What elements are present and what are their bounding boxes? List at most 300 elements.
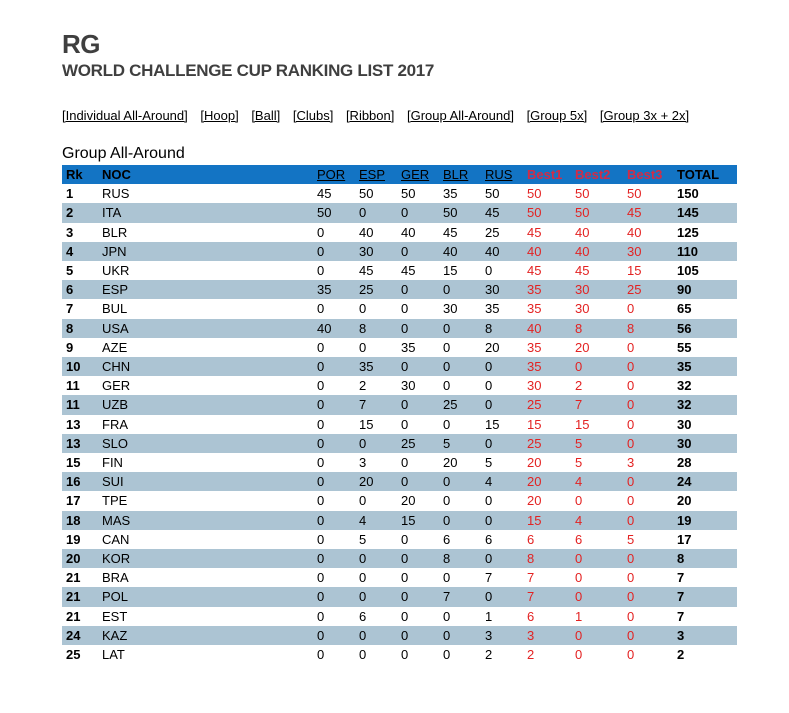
section-heading: Group All-Around — [62, 144, 185, 162]
rank-cell: 2 — [66, 205, 74, 221]
best-score-cell: 6 — [575, 531, 583, 547]
nav-link-group-5x[interactable]: [Group 5x] — [526, 107, 588, 123]
score-cell: 0 — [485, 378, 493, 394]
best-score-cell: 7 — [527, 589, 535, 605]
noc-cell: LAT — [102, 647, 125, 663]
nav-link-group-all-around[interactable]: [Group All-Around] — [406, 107, 514, 123]
score-cell: 30 — [443, 301, 458, 317]
score-cell: 0 — [443, 493, 451, 509]
best-score-cell: 0 — [627, 570, 635, 586]
score-cell: 15 — [443, 263, 458, 278]
table-row — [62, 626, 737, 645]
score-cell: 0 — [359, 589, 367, 605]
table-row — [62, 242, 737, 261]
noc-cell: FRA — [102, 416, 128, 432]
score-cell: 0 — [359, 493, 367, 509]
score-cell: 7 — [443, 589, 451, 605]
noc-cell: AZE — [102, 339, 128, 355]
best-score-cell: 20 — [527, 474, 542, 490]
total-cell: 17 — [677, 531, 692, 547]
noc-cell: KOR — [102, 551, 131, 567]
rank-cell: 13 — [66, 435, 81, 451]
best-score-cell: 40 — [527, 320, 542, 336]
nav-link-clubs[interactable]: [Clubs] — [292, 107, 334, 123]
score-cell: 0 — [443, 282, 451, 298]
column-header-link-blr[interactable]: BLR — [443, 166, 469, 182]
best-score-cell: 0 — [575, 359, 583, 375]
best-score-cell: 8 — [627, 320, 635, 336]
score-cell: 0 — [485, 551, 493, 567]
score-cell: 25 — [359, 282, 374, 298]
rank-cell: 21 — [66, 570, 81, 586]
nav-link-ball[interactable]: [Ball] — [251, 107, 281, 123]
best-score-cell: 3 — [527, 627, 535, 643]
score-cell: 0 — [401, 243, 409, 259]
score-cell: 0 — [443, 627, 451, 643]
rank-cell: 19 — [66, 531, 81, 547]
score-cell: 40 — [443, 243, 458, 259]
score-cell: 0 — [401, 282, 409, 298]
score-cell: 50 — [359, 186, 374, 202]
score-cell: 6 — [485, 531, 493, 547]
noc-cell: MAS — [102, 512, 131, 528]
score-cell: 0 — [359, 301, 367, 317]
best-score-cell: 6 — [527, 531, 535, 547]
noc-cell: CHN — [102, 359, 131, 375]
rank-cell: 13 — [66, 416, 81, 432]
table-row — [62, 184, 737, 203]
best-score-cell: 30 — [627, 243, 642, 259]
best-score-cell: 6 — [527, 608, 535, 624]
score-cell: 7 — [485, 570, 493, 586]
total-cell: 7 — [677, 589, 685, 605]
rank-cell: 15 — [66, 455, 81, 471]
column-header-best1: Best1 — [527, 166, 563, 182]
best-score-cell: 0 — [627, 435, 635, 451]
total-cell: 55 — [677, 339, 692, 355]
total-cell: 2 — [677, 647, 685, 663]
best-score-cell: 0 — [627, 397, 635, 413]
total-cell: 65 — [677, 301, 692, 317]
score-cell: 0 — [401, 589, 409, 605]
score-cell: 4 — [359, 512, 367, 528]
best-score-cell: 5 — [575, 455, 583, 471]
best-score-cell: 5 — [575, 435, 583, 451]
noc-cell: SLO — [102, 435, 129, 451]
best-score-cell: 7 — [575, 397, 583, 413]
score-cell: 0 — [359, 570, 367, 586]
total-cell: 19 — [677, 512, 692, 528]
table-row — [62, 587, 737, 606]
score-cell: 35 — [401, 339, 416, 355]
best-score-cell: 45 — [527, 224, 542, 240]
score-cell: 20 — [443, 455, 458, 471]
score-cell: 15 — [485, 416, 500, 432]
noc-cell: ESP — [102, 282, 129, 298]
score-cell: 0 — [401, 455, 409, 471]
total-cell: 35 — [677, 359, 692, 375]
noc-cell: BUL — [102, 301, 128, 317]
score-cell: 0 — [317, 301, 325, 317]
score-cell: 50 — [317, 205, 332, 221]
table-row — [62, 280, 737, 299]
ranking-table — [62, 165, 737, 664]
score-cell: 7 — [359, 397, 367, 413]
rank-cell: 16 — [66, 474, 81, 490]
rank-cell: 6 — [66, 282, 74, 298]
table-row — [62, 299, 737, 318]
best-score-cell: 0 — [627, 359, 635, 375]
score-cell: 5 — [485, 455, 493, 471]
best-score-cell: 0 — [627, 627, 635, 643]
score-cell: 0 — [401, 647, 409, 663]
score-cell: 6 — [359, 608, 367, 624]
column-header-link-por[interactable]: POR — [317, 166, 346, 182]
noc-cell: SUI — [102, 474, 124, 490]
rank-cell: 10 — [66, 359, 81, 375]
table-header-row — [62, 165, 737, 184]
score-cell: 4 — [485, 474, 493, 490]
best-score-cell: 8 — [527, 551, 535, 567]
score-cell: 0 — [317, 416, 325, 432]
best-score-cell: 5 — [627, 531, 635, 547]
score-cell: 0 — [443, 608, 451, 624]
total-cell: 110 — [677, 243, 698, 259]
score-cell: 0 — [317, 397, 325, 413]
best-score-cell: 4 — [575, 512, 583, 528]
noc-cell: GER — [102, 378, 131, 394]
column-header-link-esp[interactable]: ESP — [359, 166, 386, 182]
best-score-cell: 50 — [627, 186, 642, 202]
best-score-cell: 20 — [527, 455, 542, 471]
rank-cell: 7 — [66, 301, 74, 317]
best-score-cell: 40 — [575, 224, 590, 240]
noc-cell: RUS — [102, 186, 130, 202]
best-score-cell: 8 — [575, 320, 583, 336]
column-header-best3: Best3 — [627, 166, 663, 182]
score-cell: 0 — [401, 608, 409, 624]
score-cell: 20 — [401, 493, 416, 509]
total-cell: 20 — [677, 493, 692, 509]
score-cell: 40 — [401, 224, 416, 240]
score-cell: 5 — [359, 531, 367, 547]
score-cell: 0 — [317, 359, 325, 375]
score-cell: 0 — [485, 263, 493, 278]
score-cell: 0 — [317, 551, 325, 567]
score-cell: 0 — [359, 627, 367, 643]
score-cell: 0 — [317, 512, 325, 528]
noc-cell: JPN — [102, 243, 127, 259]
rank-cell: 8 — [66, 320, 74, 336]
score-cell: 0 — [443, 378, 451, 394]
best-score-cell: 0 — [575, 589, 583, 605]
best-score-cell: 35 — [527, 282, 542, 298]
nav-link-individual-all-around[interactable]: [Individual All-Around] — [62, 107, 188, 123]
total-cell: 56 — [677, 320, 692, 336]
score-cell: 0 — [317, 531, 325, 547]
page-title: RG — [62, 29, 100, 59]
score-cell: 0 — [317, 647, 325, 663]
rank-cell: 4 — [66, 243, 74, 259]
best-score-cell: 0 — [627, 378, 635, 394]
column-header-best2: Best2 — [575, 166, 611, 182]
table-row — [62, 395, 737, 414]
ranking-table-body — [62, 184, 737, 664]
best-score-cell: 0 — [627, 474, 635, 490]
score-cell: 0 — [443, 320, 451, 336]
score-cell: 0 — [359, 339, 367, 355]
column-header-total: TOTAL — [677, 166, 720, 182]
nav-link-ribbon[interactable]: [Ribbon] — [345, 107, 395, 123]
nav-link-group-3x-2x[interactable]: [Group 3x + 2x] — [599, 107, 690, 123]
score-cell: 0 — [401, 301, 409, 317]
score-cell: 25 — [485, 224, 500, 240]
best-score-cell: 0 — [627, 493, 635, 509]
score-cell: 25 — [443, 397, 458, 413]
score-cell: 0 — [317, 339, 325, 355]
score-cell: 0 — [443, 474, 451, 490]
total-cell: 145 — [677, 205, 699, 221]
total-cell: 3 — [677, 627, 685, 643]
rank-cell: 21 — [66, 589, 81, 605]
table-row — [62, 223, 737, 242]
score-cell: 45 — [401, 263, 416, 278]
noc-cell: UKR — [102, 263, 130, 278]
column-header-rk: Rk — [66, 166, 83, 182]
score-cell: 0 — [485, 359, 493, 375]
column-header-noc: NOC — [102, 166, 131, 182]
best-score-cell: 1 — [575, 608, 583, 624]
noc-cell: BRA — [102, 570, 129, 586]
best-score-cell: 0 — [627, 589, 635, 605]
best-score-cell: 40 — [527, 243, 542, 259]
score-cell: 0 — [317, 493, 325, 509]
best-score-cell: 15 — [575, 416, 590, 432]
noc-cell: USA — [102, 320, 129, 336]
score-cell: 0 — [401, 531, 409, 547]
table-row — [62, 357, 737, 376]
score-cell: 3 — [359, 455, 367, 471]
score-cell: 0 — [401, 205, 409, 221]
rank-cell: 11 — [66, 378, 80, 394]
best-score-cell: 0 — [627, 551, 635, 567]
best-score-cell: 20 — [527, 493, 542, 509]
score-cell: 0 — [401, 627, 409, 643]
best-score-cell: 0 — [627, 608, 635, 624]
score-cell: 30 — [485, 282, 500, 298]
score-cell: 8 — [443, 551, 451, 567]
score-cell: 0 — [443, 339, 451, 355]
best-score-cell: 35 — [527, 339, 542, 355]
table-row — [62, 376, 737, 395]
best-score-cell: 25 — [527, 435, 542, 451]
total-cell: 32 — [677, 378, 692, 394]
best-score-cell: 30 — [575, 301, 590, 317]
score-cell: 20 — [359, 474, 374, 490]
score-cell: 6 — [443, 531, 451, 547]
score-cell: 0 — [317, 474, 325, 490]
noc-cell: EST — [102, 608, 128, 624]
score-cell: 0 — [401, 397, 409, 413]
score-cell: 40 — [485, 243, 500, 259]
best-score-cell: 0 — [627, 416, 635, 432]
column-header-link-ger[interactable]: GER — [401, 166, 430, 182]
total-cell: 90 — [677, 282, 692, 298]
score-cell: 0 — [443, 416, 451, 432]
rank-cell: 11 — [66, 397, 80, 413]
score-cell: 0 — [401, 474, 409, 490]
apparatus-nav — [62, 108, 789, 123]
score-cell: 0 — [359, 551, 367, 567]
rank-cell: 1 — [66, 186, 74, 202]
rank-cell: 25 — [66, 647, 81, 663]
noc-cell: BLR — [102, 224, 128, 240]
score-cell: 0 — [317, 589, 325, 605]
score-cell: 0 — [317, 435, 325, 451]
total-cell: 150 — [677, 186, 699, 202]
score-cell: 15 — [359, 416, 374, 432]
score-cell: 15 — [401, 512, 416, 528]
score-cell: 0 — [443, 647, 451, 663]
table-row — [62, 472, 737, 491]
score-cell: 0 — [359, 435, 367, 451]
noc-cell: POL — [102, 589, 129, 605]
score-cell: 35 — [443, 186, 458, 202]
score-cell: 0 — [443, 512, 451, 528]
nav-link-hoop[interactable]: [Hoop] — [200, 107, 239, 123]
total-cell: 105 — [677, 263, 699, 278]
total-cell: 7 — [677, 570, 685, 586]
noc-cell: CAN — [102, 531, 130, 547]
best-score-cell: 15 — [627, 263, 642, 278]
best-score-cell: 25 — [627, 282, 642, 298]
best-score-cell: 45 — [575, 263, 590, 278]
table-row — [62, 203, 737, 222]
score-cell: 0 — [359, 205, 367, 221]
total-cell: 125 — [677, 224, 699, 240]
total-cell: 28 — [677, 455, 692, 471]
best-score-cell: 0 — [575, 493, 583, 509]
score-cell: 0 — [317, 378, 325, 394]
score-cell: 45 — [359, 263, 374, 278]
score-cell: 0 — [401, 551, 409, 567]
best-score-cell: 35 — [527, 301, 542, 317]
page-subtitle: WORLD CHALLENGE CUP RANKING LIST 2017 — [62, 60, 435, 80]
rank-cell: 18 — [66, 512, 81, 528]
best-score-cell: 50 — [527, 205, 542, 221]
rank-cell: 21 — [66, 608, 81, 624]
noc-cell: FIN — [102, 455, 123, 471]
total-cell: 8 — [677, 551, 685, 567]
score-cell: 0 — [317, 455, 325, 471]
score-cell: 45 — [317, 186, 332, 202]
total-cell: 7 — [677, 608, 685, 624]
score-cell: 2 — [359, 378, 367, 394]
score-cell: 2 — [485, 647, 493, 663]
score-cell: 0 — [317, 627, 325, 643]
score-cell: 50 — [443, 205, 458, 221]
score-cell: 0 — [317, 608, 325, 624]
score-cell: 8 — [359, 320, 367, 336]
noc-cell: ITA — [102, 205, 122, 221]
table-row — [62, 415, 737, 434]
score-cell: 0 — [401, 320, 409, 336]
best-score-cell: 35 — [527, 359, 542, 375]
table-row — [62, 338, 737, 357]
score-cell: 8 — [485, 320, 493, 336]
table-row — [62, 453, 737, 472]
rank-cell: 17 — [66, 493, 81, 509]
score-cell: 0 — [485, 512, 493, 528]
best-score-cell: 0 — [575, 551, 583, 567]
score-cell: 0 — [317, 263, 325, 278]
table-row — [62, 511, 737, 530]
score-cell: 50 — [485, 186, 500, 202]
table-row — [62, 491, 737, 510]
total-cell: 30 — [677, 416, 692, 432]
best-score-cell: 0 — [575, 647, 583, 663]
score-cell: 40 — [317, 320, 332, 336]
table-row — [62, 530, 737, 549]
column-header-link-rus[interactable]: RUS — [485, 166, 513, 182]
score-cell: 1 — [485, 608, 493, 624]
score-cell: 0 — [317, 570, 325, 586]
rank-cell: 20 — [66, 551, 81, 567]
best-score-cell: 2 — [575, 378, 583, 394]
score-cell: 0 — [485, 589, 493, 605]
score-cell: 35 — [359, 359, 374, 375]
table-row — [62, 645, 737, 664]
table-row — [62, 607, 737, 626]
table-row — [62, 261, 737, 280]
score-cell: 5 — [443, 435, 451, 451]
score-cell: 20 — [485, 339, 500, 355]
best-score-cell: 50 — [575, 205, 590, 221]
best-score-cell: 0 — [627, 647, 635, 663]
score-cell: 30 — [359, 243, 374, 259]
best-score-cell: 0 — [575, 627, 583, 643]
score-cell: 0 — [317, 243, 325, 259]
score-cell: 0 — [401, 416, 409, 432]
total-cell: 32 — [677, 397, 692, 413]
rank-cell: 9 — [66, 339, 74, 355]
best-score-cell: 40 — [627, 224, 642, 240]
score-cell: 30 — [401, 378, 416, 394]
table-row — [62, 319, 737, 338]
best-score-cell: 2 — [527, 647, 535, 663]
total-cell: 30 — [677, 435, 692, 451]
score-cell: 0 — [317, 224, 325, 240]
best-score-cell: 0 — [627, 339, 635, 355]
score-cell: 25 — [401, 435, 416, 451]
best-score-cell: 45 — [527, 263, 542, 278]
best-score-cell: 50 — [527, 186, 542, 202]
best-score-cell: 30 — [575, 282, 590, 298]
total-cell: 24 — [677, 474, 692, 490]
score-cell: 3 — [485, 627, 493, 643]
noc-cell: TPE — [102, 493, 128, 509]
score-cell: 0 — [485, 493, 493, 509]
table-row — [62, 434, 737, 453]
score-cell: 40 — [359, 224, 374, 240]
score-cell: 0 — [443, 359, 451, 375]
score-cell: 50 — [401, 186, 416, 202]
score-cell: 0 — [401, 359, 409, 375]
best-score-cell: 15 — [527, 512, 542, 528]
best-score-cell: 0 — [627, 512, 635, 528]
score-cell: 0 — [401, 570, 409, 586]
best-score-cell: 25 — [527, 397, 542, 413]
